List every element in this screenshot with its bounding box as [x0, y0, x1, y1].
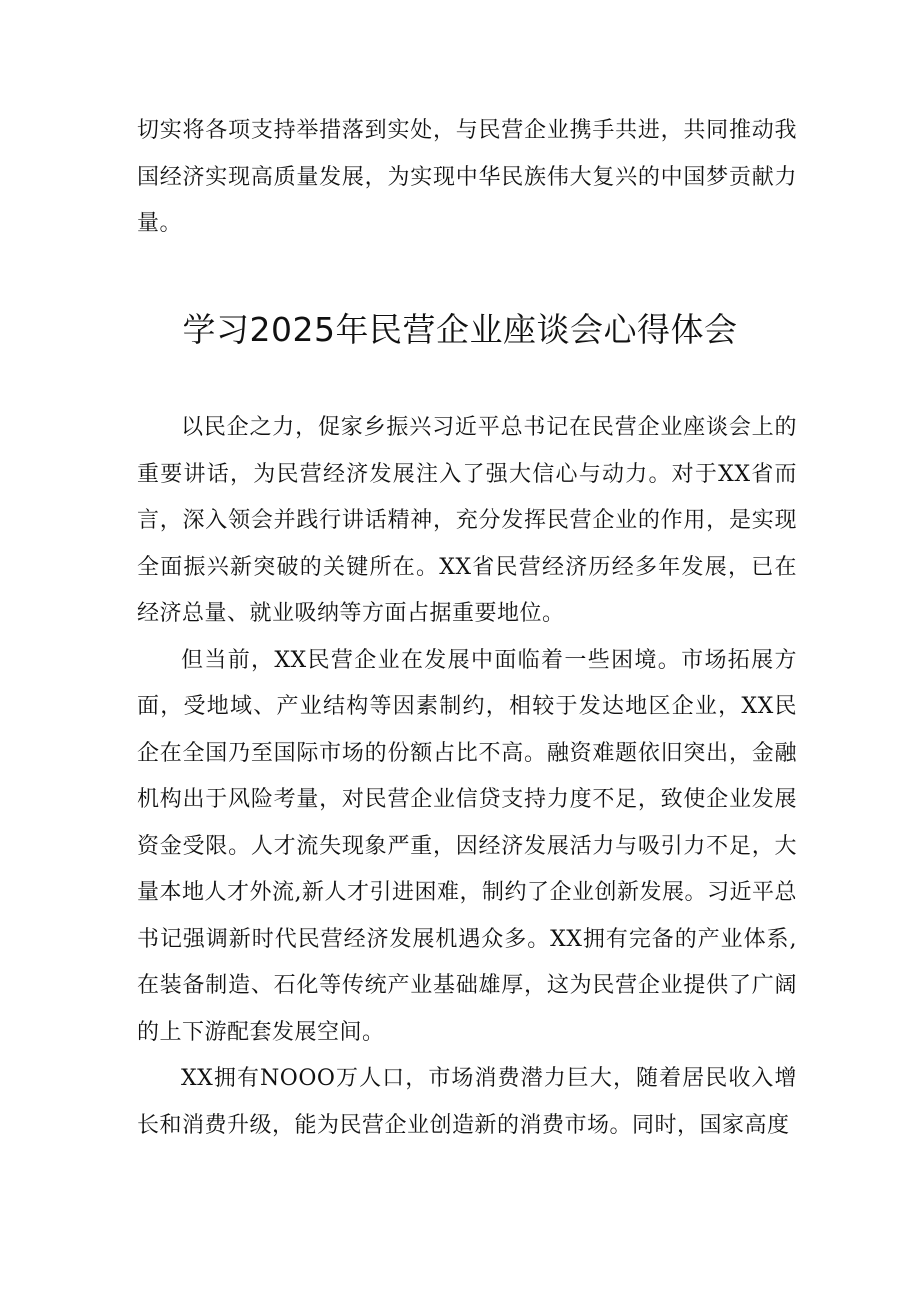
- body-text-block: [137, 405, 797, 1149]
- document-title: 学习2025年民营企业座谈会心得体会: [182, 310, 738, 349]
- lead-paragraph: 切实将各项支持举措落到实处，与民营企业携手共进，共同推动我国经济实现高质量发展，为实现中华民族伟大复兴的中国梦贡献力量。: [137, 118, 797, 236]
- lead-text-block: [137, 108, 797, 248]
- body-paragraph-3: XX拥有NOOO万人口，市场消费潜力巨大，随着居民收入增长和消费升级，能为民营企业创造新的消费市场。同时，国家高度: [137, 1066, 797, 1138]
- body-paragraph-1: 以民企之力，促家乡振兴习近平总书记在民营企业座谈会上的重要讲话，为民营经济发展注入了强大信心与动力。对于XX省而言，深入领会并践行讲话精神，充分发挥民营企业的作用，是实现全面振兴新突破的关键所在。XX省民营经济历经多年发展，已在经济总量、就业吸纳等方面占据重要地位。: [137, 415, 797, 626]
- body-paragraph-2: 但当前，XX民营企业在发展中面临着一些困境。市场拓展方面，受地域、产业结构等因素制约，相较于发达地区企业，XX民企在全国乃至国际市场的份额占比不高。融资难题依旧突出，金融机构出于风险考量，对民营企业信贷支持力度不足，致使企业发展资金受限。人才流失现象严重，因经济发展活力与吸引力不足，大量本地人才外流,新人才引进困难，制约了企业创新发展。习近平总书记强调新时代民营经济发展机遇众多。XX拥有完备的产业体系,在装备制造、石化等传统产业基础雄厚，这为民营企业提供了广阔的上下游配套发展空间。: [137, 647, 797, 1045]
